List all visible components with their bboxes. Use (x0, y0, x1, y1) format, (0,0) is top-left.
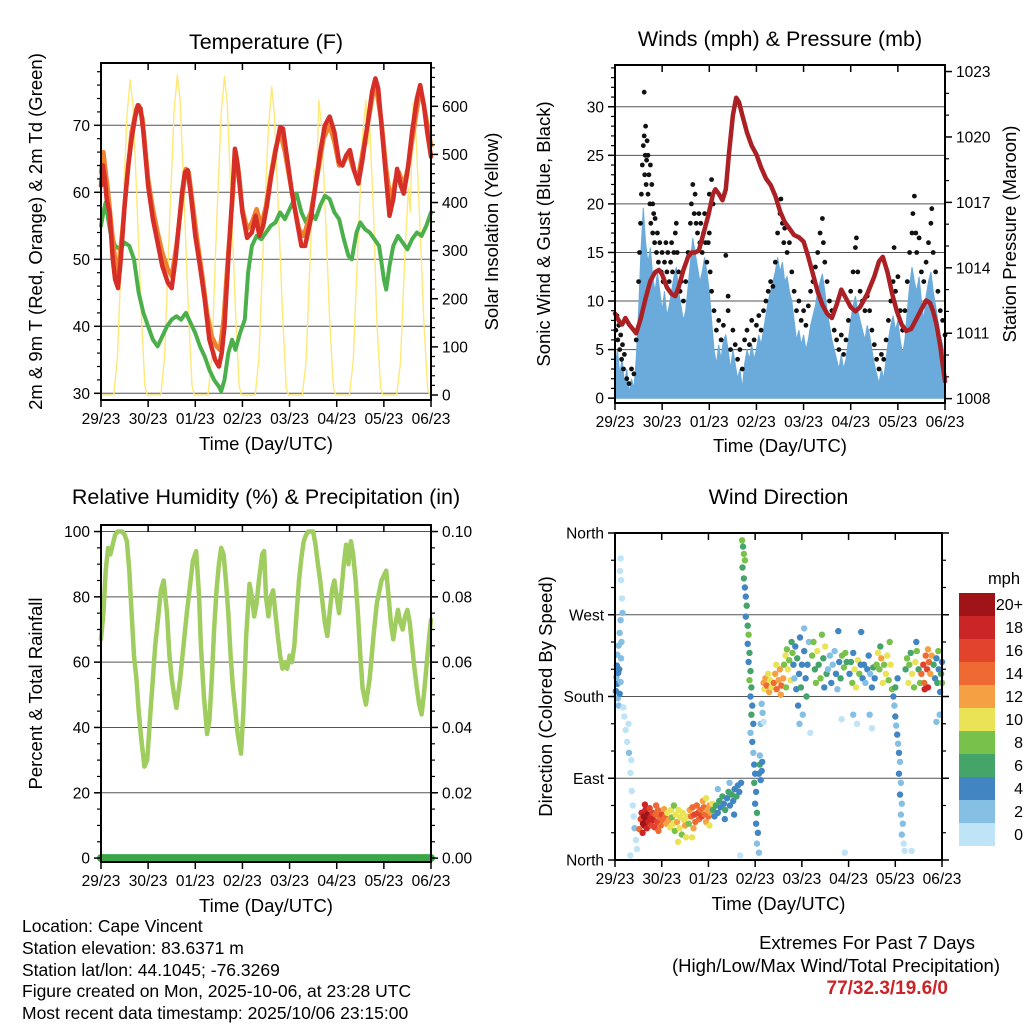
axes (64, 524, 472, 890)
y-left-tick-label: 50 (72, 251, 90, 269)
x-tick-label: 06/23 (411, 873, 451, 890)
recent-timestamp: Most recent data timestamp: 2025/10/06 23:15:00 (22, 1003, 409, 1024)
y-right-tick-label: 0.10 (442, 524, 473, 542)
y-right-tick-label: 400 (442, 195, 468, 213)
series-relative-humidity (101, 532, 431, 767)
x-tick-label: 02/23 (223, 873, 262, 890)
chart-title: Wind Direction (708, 485, 849, 509)
legend-swatch (959, 777, 995, 800)
y-left-tick-label: 60 (72, 654, 90, 672)
y-right-tick-label: 300 (442, 243, 468, 261)
x-tick-label: 06/23 (925, 414, 965, 431)
y-right-tick-label: 200 (442, 291, 468, 309)
extremes-subtitle: (High/Low/Max Wind/Total Precipitation) (672, 955, 1000, 976)
x-tick-label: 29/23 (81, 873, 121, 890)
legend-label: 12 (1005, 689, 1023, 706)
x-tick-label: 04/23 (831, 414, 871, 431)
legend-swatch (959, 800, 995, 823)
y-left-tick-label: 20 (72, 785, 90, 803)
x-tick-label: 29/23 (81, 411, 121, 428)
y-left-tick-label: 0 (81, 850, 90, 868)
station-info (22, 916, 411, 1024)
y-left-tick-label: 40 (72, 318, 90, 336)
x-tick-label: 04/23 (317, 873, 357, 890)
y-left-tick-label: West (568, 607, 604, 625)
y-right-tick-label: 1014 (956, 260, 991, 278)
y-left-tick-label: 40 (72, 719, 90, 737)
y-right-tick-label: 1017 (956, 194, 991, 212)
series-direction-by-speed (613, 537, 945, 859)
y-right-tick-label: 1020 (956, 129, 991, 147)
legend-label: 2 (1014, 804, 1023, 821)
x-tick-label: 02/23 (223, 411, 262, 428)
station-location: Location: Cape Vincent (22, 916, 203, 936)
y-right-tick-label: 1023 (956, 64, 991, 82)
y-left-axis-label: Sonic Wind & Gust (Blue, Black) (533, 101, 554, 367)
y-left-tick-label: 70 (72, 117, 90, 135)
x-tick-label: 30/23 (642, 414, 682, 431)
y-left-axis-label: Direction (Colored By Speed) (535, 576, 556, 817)
humidity-precip-chart (0, 462, 512, 924)
x-tick-label: 29/23 (595, 414, 635, 431)
legend-swatch (959, 685, 995, 708)
x-tick-label: 02/23 (737, 414, 776, 431)
extremes-values: 77/32.3/19.6/0 (826, 978, 948, 999)
x-tick-label: 03/23 (784, 414, 823, 431)
x-tick-label: 30/23 (128, 873, 168, 890)
legend-title: mph (987, 570, 1021, 588)
chart-title: Temperature (F) (188, 30, 344, 54)
x-tick-label: 01/23 (689, 414, 729, 431)
legend-swatch (959, 639, 995, 662)
station-elevation: Station elevation: 83.6371 m (22, 937, 244, 958)
y-right-tick-label: 0.04 (442, 719, 473, 737)
x-tick-label: 03/23 (270, 411, 309, 428)
winds-pressure-chart (512, 0, 1024, 462)
y-right-tick-label: 500 (442, 146, 468, 164)
y-left-tick-label: 30 (586, 99, 604, 117)
legend-label: 8 (1014, 735, 1023, 752)
y-right-tick-label: 1011 (956, 325, 990, 343)
chart-title: Winds (mph) & Pressure (mb) (637, 27, 923, 51)
legend-label: 20+ (995, 597, 1023, 614)
legend-label: 18 (1005, 620, 1023, 637)
x-tick-label: 30/23 (128, 411, 168, 428)
chart-title: Relative Humidity (%) & Precipitation (in) (71, 485, 461, 509)
y-left-tick-label: 80 (72, 589, 90, 607)
x-tick-label: 01/23 (175, 411, 215, 428)
y-left-tick-label: 25 (586, 147, 604, 165)
x-tick-label: 05/23 (364, 411, 404, 428)
speed-legend (959, 570, 1023, 846)
y-left-tick-label: 100 (64, 524, 90, 542)
legend-label: 14 (1005, 666, 1023, 683)
x-tick-label: 06/23 (922, 871, 962, 888)
y-right-axis-label: Solar Insolation (Yellow) (481, 132, 502, 331)
y-right-tick-label: 100 (442, 339, 468, 357)
y-left-tick-label: 30 (72, 385, 90, 403)
y-right-tick-label: 0.02 (442, 785, 473, 803)
y-left-tick-label: 15 (586, 244, 604, 262)
x-axis-label: Time (Day/UTC) (199, 433, 333, 454)
y-left-tick-label: 10 (586, 293, 604, 311)
x-tick-label: 01/23 (689, 871, 728, 888)
x-tick-label: 05/23 (875, 871, 915, 888)
legend-swatch (959, 754, 995, 777)
x-axis-label: Time (Day/UTC) (711, 893, 846, 914)
legend-swatch (959, 593, 995, 616)
wind-direction-chart (512, 462, 1024, 924)
legend-swatch (959, 823, 995, 846)
y-left-tick-label: North (566, 525, 604, 543)
y-right-tick-label: 0 (442, 387, 451, 405)
x-tick-label: 03/23 (782, 871, 822, 888)
y-right-tick-label: 0.06 (442, 654, 473, 672)
x-tick-label: 03/23 (270, 873, 309, 890)
temperature-chart (0, 0, 512, 462)
legend-swatch (959, 662, 995, 685)
x-tick-label: 29/23 (595, 871, 635, 888)
x-tick-label: 06/23 (411, 411, 451, 428)
y-left-tick-label: 5 (595, 342, 604, 360)
legend-label: 0 (1014, 827, 1023, 844)
legend-label: 6 (1014, 758, 1023, 775)
y-left-axis-label: Percent & Total Rainfall (25, 597, 46, 790)
y-right-tick-label: 600 (442, 98, 468, 116)
y-left-tick-label: South (563, 689, 604, 706)
figure-created: Figure created on Mon, 2025-10-06, at 23:28 UTC (22, 981, 412, 1002)
station-latlon: Station lat/lon: 44.1045; -76.3269 (22, 959, 280, 980)
y-left-tick-label: 20 (586, 196, 604, 214)
y-left-tick-label: 60 (72, 184, 90, 202)
x-tick-label: 05/23 (878, 414, 918, 431)
legend-swatch (959, 708, 995, 731)
series-temp-2m-red (101, 78, 431, 366)
legend-swatch (959, 731, 995, 754)
y-left-tick-label: East (572, 770, 604, 788)
series-dewpoint-2m-green (101, 194, 431, 392)
x-tick-label: 05/23 (364, 873, 404, 890)
y-right-tick-label: 0.08 (442, 589, 473, 607)
y-left-tick-label: 0 (595, 390, 604, 408)
x-tick-label: 02/23 (735, 871, 775, 888)
legend-label: 4 (1014, 781, 1023, 798)
y-right-tick-label: 1008 (956, 391, 991, 409)
x-tick-label: 01/23 (175, 873, 215, 890)
x-tick-label: 04/23 (317, 411, 357, 428)
y-right-axis-label: Station Pressure (Maroon) (999, 125, 1020, 343)
y-right-tick-label: 0.00 (442, 850, 473, 868)
y-left-tick-label: North (566, 852, 604, 870)
x-tick-label: 04/23 (829, 871, 868, 888)
x-axis-label: Time (Day/UTC) (199, 895, 333, 916)
x-axis-label: Time (Day/UTC) (713, 435, 847, 456)
legend-label: 16 (1005, 643, 1023, 660)
extremes-title: Extremes For Past 7 Days (759, 932, 975, 953)
x-tick-label: 30/23 (642, 871, 682, 888)
legend-swatch (959, 616, 995, 639)
legend-label: 10 (1005, 712, 1023, 729)
y-left-axis-label: 2m & 9m T (Red, Orange) & 2m Td (Green) (25, 53, 46, 410)
